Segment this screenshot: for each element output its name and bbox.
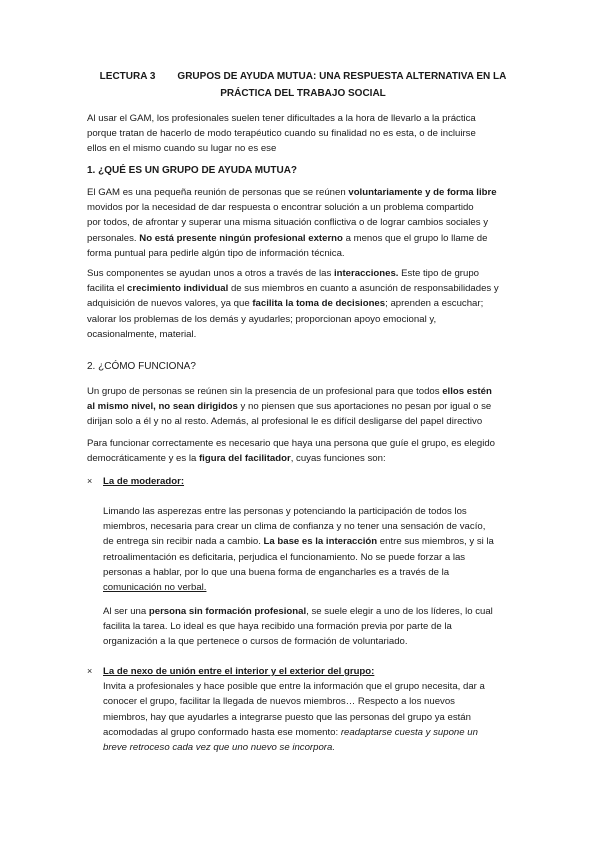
text-span: El GAM es una pequeña reunión de personas que se reúnen [87,187,349,198]
text-span: personales. [87,232,140,244]
paragraph [87,384,519,430]
text-line: porque tratan de hacerlo de modo terapéutico cuando su finalidad no es esta, o de incluirse [87,128,476,140]
text-line: breve retroceso cada vez que uno nuevo se incorpora. [103,742,335,754]
title-line-1: GRUPOS DE AYUDA MUTUA: UNA RESPUESTA ALTERNATIVA EN LA [177,71,507,82]
text-span: entre sus miembros, y si la [377,536,494,548]
document-title [87,68,519,102]
italic-span: readaptarse cuesta y supone un [340,726,478,738]
bullet-heading-text: La de moderador: [103,476,185,487]
bold-span: persona sin formación profesional [148,606,307,617]
text-line: facilita la tarea. Lo ideal es que haya recibido una formación previa por parte de la [103,621,452,633]
title-line-2: PRÁCTICA DEL TRABAJO SOCIAL [220,88,386,99]
bold-span: figura del facilitador [198,453,291,465]
text-line: Al usar el GAM, los profesionales suelen tener dificultades a la hora de llevarlo a la práctica [87,113,476,124]
text-span: , cuyas funciones son: [290,453,386,465]
text-line: forma puntual para pedirle algún tipo de información técnica. [87,247,345,259]
paragraph [87,185,519,261]
bullet-heading-text: La de nexo de unión entre el interior y el exterior del grupo: [103,666,375,677]
bold-span: crecimiento individual [127,283,229,295]
bullet-x-icon: × [87,666,93,676]
text-span: ; aprenden a escuchar; [385,298,484,310]
text-span: adquisición de nuevos valores, ya que [87,298,253,310]
bold-span: La base es la interacción [263,536,378,548]
text-span: Este tipo de grupo [398,268,480,279]
paragraph [103,664,523,755]
text-span: acomodadas al grupo conformado hasta ese momento: [103,726,341,738]
intro-paragraph [87,111,519,157]
text-line: personas a hablar, por lo que una buena forma de engancharles es a través de la [103,566,450,578]
text-line: miembros, necesaria para crear un clima de confianza y no tener una sensación de vacío, [103,521,486,533]
bold-span: al mismo nivel, no sean dirigidos [87,401,238,413]
text-line: Invita a profesionales y hace posible que entre la información que el grupo necesita, dar a [103,681,485,693]
text-span: , se suele elegir a uno de los líderes, lo cual [306,606,493,617]
text-line: ellos en el mismo cuando su lugar no es ese [87,143,277,155]
text-span: democráticamente y es la [87,453,199,465]
text-line: valorar los problemas de los demás y ayudarles; proporcionan apoyo emocional y, [87,313,437,325]
text-span: Un grupo de personas se reúnen sin la presencia de un profesional para que todos [87,386,443,397]
paragraph [87,266,519,342]
text-line: por todos, de afrontar y superar una misma situación conflictiva o de lograr cambios sociales y [87,217,488,229]
text-line: ocasionalmente, material. [87,328,197,340]
text-span: Al ser una [103,606,149,617]
bold-span: voluntariamente y de forma libre [348,187,497,198]
text-span: de sus miembros en cuanto a asunción de responsabilidades y [228,283,499,295]
text-span: Sus componentes se ayudan unos a otros a través de las [87,268,334,279]
text-span: facilita el [87,283,127,295]
section-heading: 1. ¿QUÉ ES UN GRUPO DE AYUDA MUTUA? [87,165,298,176]
text-span: de entrega sin recibir nada a cambio. [103,536,264,548]
text-line: conocer el grupo, facilitar la llegada de nuevos miembros… Respecto a los nuevos [103,696,455,708]
section-heading: 2. ¿CÓMO FUNCIONA? [87,361,196,372]
lecture-label: LECTURA 3 [99,71,156,82]
text-line: miembros, hay que ayudarles a integrarse puesto que las personas del grupo ya están [103,711,471,723]
text-span: a menos que el grupo lo llame de [342,232,488,244]
text-line: Para funcionar correctamente es necesario que haya una persona que guíe el grupo, es elegido [87,438,496,449]
bold-span: ellos estén [442,386,492,397]
text-line: dirijan solo a él y no al resto. Además, al profesional le es difícil desligarse del papel directivo [87,416,483,428]
bold-span: facilita la toma de decisiones [252,298,386,310]
text-span: y no piensen que sus aportaciones no pesan por igual o se [237,401,492,413]
bold-span: interacciones. [333,268,399,279]
bullet-x-icon: × [87,476,93,486]
bold-span: No está presente ningún profesional externo [139,232,343,244]
text-line: organización a la que pertenece o cursos de formación de voluntariado. [103,636,408,648]
text-line: movidos por la necesidad de dar respuesta o encontrar solución a un problema compartido [87,202,474,214]
text-line: retroalimentación es deficitaria, perjudica el funcionamiento. No se puede forzar a las [103,551,466,563]
paragraph [103,504,523,595]
text-line: Limando las asperezas entre las personas y potenciando la participación de todos los [103,506,467,517]
bullet-heading [103,474,523,489]
paragraph [87,436,519,466]
text-line: comunicación no verbal. [103,582,207,594]
paragraph [103,604,523,650]
